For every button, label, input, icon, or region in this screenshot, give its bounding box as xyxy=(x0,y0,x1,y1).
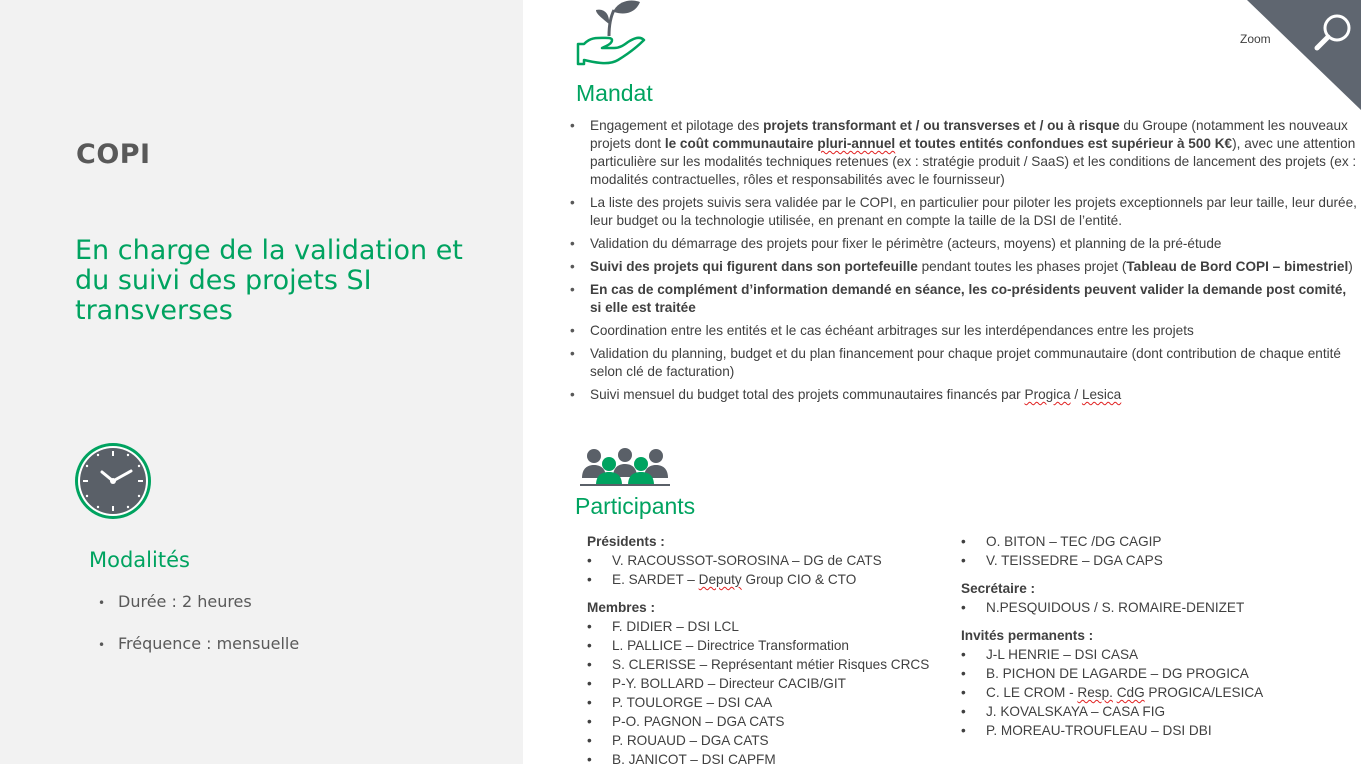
zoom-label[interactable]: Zoom xyxy=(1240,32,1271,46)
list-item: • E. SARDET – Deputy Group CIO & CTO xyxy=(587,570,929,589)
list-item: • P-O. PAGNON – DGA CATS xyxy=(587,712,929,731)
list-item: • B. PICHON DE LAGARDE – DG PROGICA xyxy=(961,664,1263,683)
participants-right-column xyxy=(961,532,1263,740)
secretaire-label: Secrétaire : xyxy=(961,581,1036,596)
list-item: • C. LE CROM - Resp. CdG PROGICA/LESICA xyxy=(961,683,1263,702)
mandat-list xyxy=(570,117,1360,409)
list-item: • J. KOVALSKAYA – CASA FIG xyxy=(961,702,1263,721)
page-subtitle: En charge de la validation et du suivi des projets SI transverses xyxy=(75,235,463,326)
list-item: • P. ROUAUD – DGA CATS xyxy=(587,731,929,750)
list-item: • P. TOULORGE – DSI CAA xyxy=(587,693,929,712)
people-group-icon xyxy=(578,446,672,486)
list-item: • Suivi des projets qui figurent dans son portefeuille pendant toutes les phases projet (Tableau de Bord COPI – bimestriel) xyxy=(570,258,1360,276)
list-item: • L. PALLICE – Directrice Transformation xyxy=(587,636,929,655)
modalites-title: Modalités xyxy=(89,548,190,572)
list-item: • Validation du démarrage des projets pour fixer le périmètre (acteurs, moyens) et planning de la pré-étude xyxy=(570,235,1360,253)
list-item: • P-Y. BOLLARD – Directeur CACIB/GIT xyxy=(587,674,929,693)
list-item: • Coordination entre les entités et le cas échéant arbitrages sur les interdépendances entre les projets xyxy=(570,322,1360,340)
list-item: • N.PESQUIDOUS / S. ROMAIRE-DENIZET xyxy=(961,598,1263,617)
list-item: • Durée : 2 heures xyxy=(98,592,252,611)
participants-left-column xyxy=(587,532,929,769)
membres-label: Membres : xyxy=(587,600,655,615)
presidents-label: Présidents : xyxy=(587,534,665,549)
zoom-button[interactable] xyxy=(1247,0,1361,110)
list-item: • F. DIDIER – DSI LCL xyxy=(587,617,929,636)
left-panel xyxy=(0,0,523,764)
list-item: • S. CLERISSE – Représentant métier Risques CRCS xyxy=(587,655,929,674)
list-item: • Suivi mensuel du budget total des projets communautaires financés par Progica / Lesica xyxy=(570,386,1360,404)
list-item: • J-L HENRIE – DSI CASA xyxy=(961,645,1263,664)
list-item: • Validation du planning, budget et du plan financement pour chaque projet communautaire (dont contribution de chaque entité selon clé de facturation) xyxy=(570,345,1360,381)
mandat-title: Mandat xyxy=(576,80,653,106)
clock-icon xyxy=(74,442,154,522)
list-item: • En cas de complément d’information demandé en séance, les co-présidents peuvent valider la demande post comité, si elle est traitée xyxy=(570,281,1360,317)
plant-in-hand-icon xyxy=(574,0,646,68)
list-item: • La liste des projets suivis sera validée par le COPI, en particulier pour piloter les projets exceptionnels par leur taille, leur durée, leur budget ou la technologie utilisée, en prenant en compte la taille de la DSI de l’entité. xyxy=(570,194,1360,230)
list-item: • P. MOREAU-TROUFLEAU – DSI DBI xyxy=(961,721,1263,740)
modalites-list xyxy=(98,590,299,674)
list-item: • B. JANICOT – DSI CAPFM xyxy=(587,750,929,769)
list-item: • O. BITON – TEC /DG CAGIP xyxy=(961,532,1263,551)
invites-label: Invités permanents : xyxy=(961,628,1094,643)
participants-title: Participants xyxy=(575,493,696,519)
list-item: • V. RACOUSSOT-SOROSINA – DG de CATS xyxy=(587,551,929,570)
page-title: COPI xyxy=(76,139,151,170)
list-item: • V. TEISSEDRE – DGA CAPS xyxy=(961,551,1263,570)
list-item: • Fréquence : mensuelle xyxy=(98,634,300,653)
list-item: • Engagement et pilotage des projets transformant et / ou transverses et / ou à risque du Groupe (notamment les nouveaux projets dont le coût communautaire pluri-annuel et toutes entités confondues est supérieur à 500 K€), avec une attention particulière sur les modalités techniques retenues (ex : stratégie produit / SaaS) et les conditions de lancement des projets (ex : modalités contractuelles, rôles et responsabilités avec le fournisseur) xyxy=(570,117,1360,189)
